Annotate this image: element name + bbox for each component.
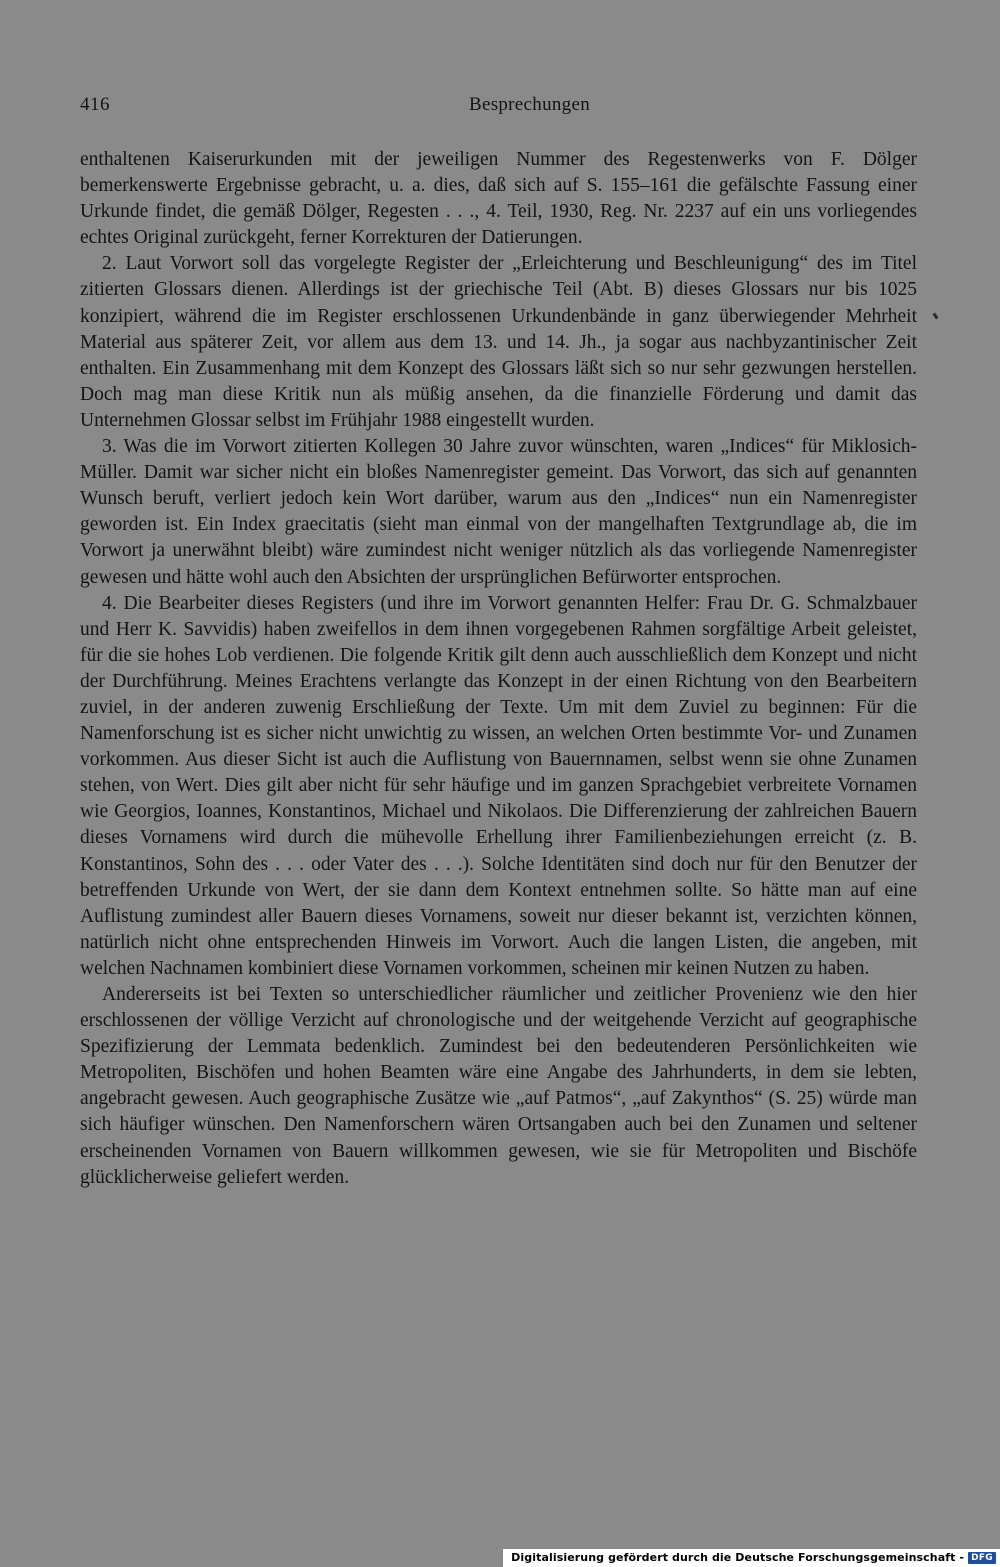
page-number: 416 — [80, 94, 110, 115]
paragraph-5: Andererseits ist bei Texten so unterschiedlicher räumlicher und zeitlicher Provenienz wie den hier erschlossenen der völlige Verzicht auf chronologische und der weitgehende Verzicht auf geographische Spezifizierung der Lemmata bedenklich. Zumindest bei den bedeutenderen Persönlichkeiten wie Metropoliten, Bischöfen und hohen Beamten wäre eine Angabe des Jahrhunderts, in dem sie lebten, angebracht gewesen. Auch geographische Zusätze wie „auf Patmos“, „auf Zakynthos“ (S. 25) würde man sich häufiger wünschen. Den Namenforschern wären Ortsangaben auch bei den Zunamen und seltener erscheinenden Vornamen von Bauern willkommen gewesen, wie sie für Metropoliten und Bischöfe glücklicherweise geliefert werden. — [80, 984, 917, 1188]
dfg-logo: DFG — [968, 1552, 996, 1564]
paragraph-3: 3. Was die im Vorwort zitierten Kollegen 30 Jahre zuvor wünschten, waren „Indices“ für Miklosich-Müller. Damit war sicher nicht ein bloßes Namenregister gemeint. Das Vorwort, das sich auf genannten Wunsch beruft, verliert jedoch kein Wort darüber, warum aus den „Indices“ nun ein Namenregister geworden ist. Ein Index graecitatis (sieht man einmal von der mangelhaften Textgrundlage ab, die im Vorwort ja unerwähnt bleibt) wäre zumindest nicht weniger nützlich als das vorliegende Namenregister gewesen und hätte wohl auch den Absichten der ursprünglichen Befürworter entsprochen. — [80, 436, 917, 588]
digitization-credit — [503, 1549, 1000, 1567]
body-text — [80, 147, 917, 1191]
paragraph-2: 2. Laut Vorwort soll das vorgelegte Register der „Erleichterung und Beschleunigung“ des im Titel zitierten Glossars dienen. Allerdings ist der griechische Teil (Abt. B) dieses Glossars nur bis 1025 konzipiert, während die im Register erschlossenen Urkundenbände in ganz überwiegender Mehrheit Material aus späterer Zeit, vor allem aus dem 13. und 14. Jh., ja sogar aus nachbyzantinischer Zeit enthalten. Ein Zusammenhang mit dem Konzept des Glossars läßt sich so nur sehr gezwungen herstellen. Doch mag man diese Kritik nun als müßig ansehen, da die finanzielle Förderung und damit das Unternehmen Glossar selbst im Frühjahr 1988 eingestellt wurden. — [80, 253, 917, 431]
running-head: Besprechungen — [468, 94, 591, 115]
paragraph-continuation: enthaltenen Kaiserurkunden mit der jeweiligen Nummer des Regestenwerks von F. Dölger bemerkenswerte Ergebnisse gebracht, u. a. dies, daß sich auf S. 155–161 die gefälschte Fassung einer Urkunde findet, die gemäß Dölger, Regesten . . ., 4. Teil, 1930, Reg. Nr. 2237 auf ein uns vorliegendes echtes Original zurückgeht, ferner Korrekturen der Datierungen. — [80, 149, 917, 249]
credit-text: Digitalisierung gefördert durch die Deutsche Forschungsgemeinschaft - — [511, 1551, 965, 1564]
page-header — [80, 94, 913, 124]
margin-mark — [933, 313, 939, 320]
paragraph-4: 4. Die Bearbeiter dieses Registers (und ihre im Vorwort genannten Helfer: Frau Dr. G. Schmalzbauer und Herr K. Savvidis) haben zweifellos in dem ihnen vorgegebenen Rahmen sorgfältige Arbeit geleistet, für die sie hohes Lob verdienen. Die folgende Kritik gilt denn auch ausschließlich dem Konzept und nicht der Durchführung. Meines Erachtens verlangte das Konzept in der einen Richtung von den Bearbeitern zuviel, in der anderen zuwenig Erschließung der Texte. Um mit dem Zuviel zu beginnen: Für die Namenforschung ist es sicher nicht unwichtig zu wissen, an welchen Orten bestimmte Vor- und Zunamen vorkommen. Aus dieser Sicht ist auch die Auflistung von Bauernnamen, selbst wenn sie ohne Zunamen stehen, von Wert. Dies gilt aber nicht für sehr häufige und im ganzen Sprachgebiet verbreitete Vornamen wie Georgios, Ioannes, Konstantinos, Michael und Nikolaos. Die Differenzierung der zahlreichen Bauern dieses Vornamens wird durch die mühevolle Erhellung ihrer Familienbeziehungen erreicht (z. B. Konstantinos, Sohn des . . . oder Vater des . . .). Solche Identitäten sind doch nur für den Benutzer der betreffenden Urkunde von Wert, der sie dann dem Kontext entnehmen sollte. So hätte man auf eine Auflistung zumindest aller Bauern dieses Vornamens, soweit nur dieser bekannt ist, verzichten können, natürlich nicht ohne entsprechenden Hinweis im Vorwort. Auch die langen Listen, die angeben, mit welchen Nachnamen kombiniert diese Vornamen vorkommen, scheinen mir keinen Nutzen zu haben. — [80, 592, 917, 979]
